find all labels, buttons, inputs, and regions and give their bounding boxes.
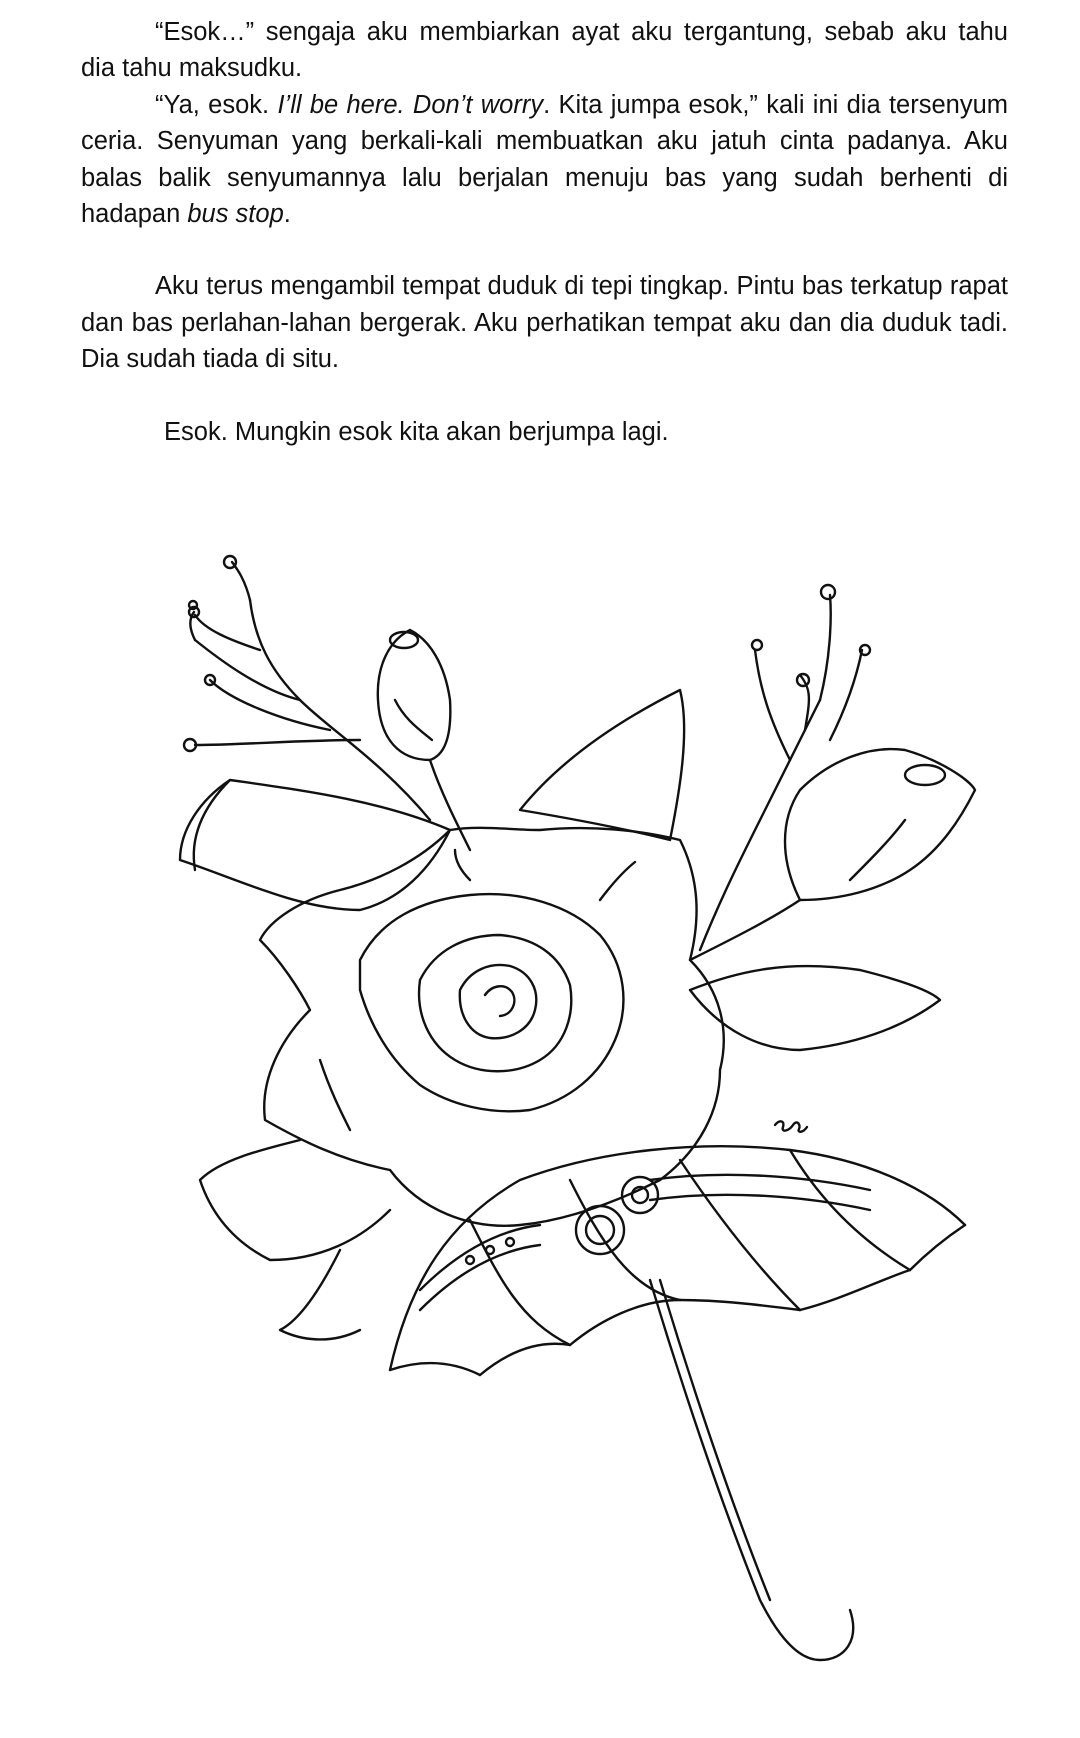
rose-umbrella-illustration (0, 520, 1080, 1730)
paragraph-2 (81, 87, 1008, 233)
paragraph-2-italic-quote: I’ll be here. Don’t worry (277, 90, 544, 119)
story-text (81, 14, 1008, 450)
rose-bloom (260, 828, 724, 1226)
paragraph-2-part-c: . Kita jumpa esok,” kali ini dia tersenyum ceria. Senyuman yang berkali-kali membuatkan aku jatuh cinta padanya. Aku balas balik senyumannya lalu berjalan menuju bas yang sudah berhenti di hadapan (81, 90, 1008, 229)
artist-signature (775, 1121, 807, 1131)
paragraph-2-part-e: . (283, 200, 291, 229)
paragraph-2-part-a: “Ya, esok. (155, 90, 278, 119)
paragraph-gap (81, 232, 1008, 268)
paragraph-3-text: Aku terus mengambil tempat duduk di tepi tingkap. Pintu bas terkatup rapat dan bas perlahan-lahan bergerak. Aku perhatikan tempat aku dan dia duduk tadi. Dia sudah tiada di situ. (81, 272, 1008, 374)
rose-bud-top (378, 630, 470, 850)
rose-bud-right (690, 749, 975, 960)
rose-leaves (180, 690, 940, 1339)
paragraph-4-text: Esok. Mungkin esok kita akan berjumpa lagi. (164, 417, 669, 446)
twig-sprigs-left (184, 556, 430, 820)
paragraph-1-text: “Esok…” sengaja aku membiarkan ayat aku tergantung, sebab aku tahu dia tahu maksudku. (81, 18, 1008, 83)
paragraph-2-italic-bus-stop: bus stop (187, 200, 284, 229)
paragraph-4 (81, 414, 1008, 450)
paragraph-3 (81, 268, 1008, 377)
paragraph-gap (81, 378, 1008, 414)
paragraph-1 (81, 14, 1008, 87)
